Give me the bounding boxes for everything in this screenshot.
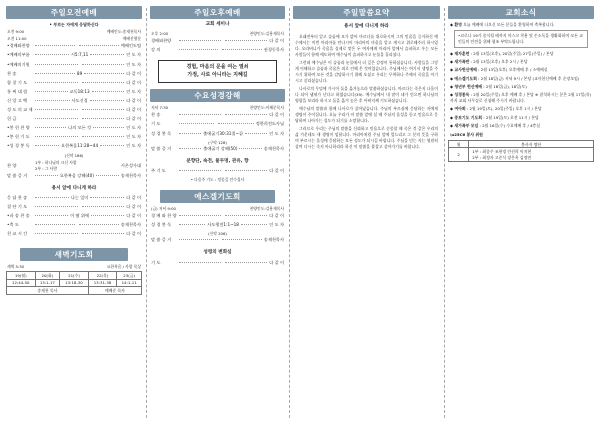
news-item: ◆ 새가족부 모임 : 2월 16일(수) 수요예배 후 / 4층실 — [450, 122, 541, 128]
table-cell: 13:1-17 — [35, 279, 60, 286]
church-news-column — [448, 6, 594, 420]
dawn-schedule-table — [6, 271, 142, 294]
table-row: 2 1부 : 최종주 조현정 안선희 이지현 2부 : 최정자 고준식 장은옥 김정연 — [449, 148, 594, 162]
wednesday-order-3 — [150, 168, 285, 177]
sermon-paragraph: 나사로의 무덤에 가시어 돌을 옮겨놓으라 말씀하셨습니다. 마르다는 죽은지 나흘이나 되어 냄새가 난다고 하였습니다(39). 예수님께서 내 말이 네가 믿으면 하나님의 영광을 보리라 하시고 돌을 옮겨 놓은 후 아버지께 기도하셨습니다. — [295, 85, 438, 104]
sunday-morning-column — [6, 6, 142, 420]
news-item: ◆ 제자훈련 : 2월 13일(오후), 20일(주일) 27일(주일) / 본당 — [450, 50, 554, 56]
meta-line: 오전 11:00 예배진행분 — [7, 36, 141, 42]
table-cell: 20(화) — [35, 272, 60, 279]
sermon-title: 용서 앞에 다니게 하라 — [51, 185, 97, 191]
sunday-afternoon-header: 주일오후예배 — [150, 6, 285, 19]
sermon-paragraph: 그런데 예수님은 이 슬픔과 눈물에서 더 깊은 감정이 통하셨습니다. 사람들을 그렇게 이해하고 슬픔과 죽음은 죄로 인해 온 것이었습니다. 주님께서는 여기서 생명을 주시기 위하여 모든 것을 감당하시기 위해 오셨고 우리는 무력하나 주께서 죽음을 이기시고 살리셨습니다. — [295, 60, 438, 84]
news-item: ◆ 환영 오늘 예배에 나오신 모든 분들을 환영하며 축복합니다. — [450, 22, 555, 27]
list-item: 기 도 정한희전도사님 — [151, 121, 285, 127]
church-news-header: 교회소식 — [448, 6, 594, 19]
meta-line: 오전 9:00 예배인도:송재천목사 — [7, 29, 141, 35]
table-cell: 23(금) — [117, 272, 142, 279]
news-item: ◆ 성경통독 : 2월 20일(주일) 오후 예배 후 / 본당 ※ 참석하시는 분은 2월 17일(목)까지 교회 사무실로 신청해 주시기 바랍니다. — [450, 92, 592, 104]
list-item: 통 써 대 림 교독18:13 인 도 자 — [7, 88, 142, 94]
meta-line: (금) 저녁 9:00 찬양인도:김용재목사 — [151, 206, 284, 212]
column-divider — [289, 8, 290, 418]
list-item: 기 도 다 같 이 — [151, 259, 284, 265]
table-row: 송재천 목사 예배준 목사 — [7, 287, 142, 294]
roster-table — [448, 140, 594, 162]
list-item: •축 도 송재천목사 — [7, 222, 142, 228]
table-cell: 13:31-38 — [88, 279, 117, 286]
list-item: 경배와찬양 다 같 이 — [151, 38, 284, 44]
seminar-box: 경험, 마음의 문을 여는 열쇠 가정, 사로 아니라는 지혜길 — [158, 60, 277, 83]
subtitle: • 부르는 자에게 응답하신다 — [49, 22, 99, 27]
column-divider — [146, 8, 147, 418]
wednesday-order — [150, 112, 285, 139]
news-item: •코로나 19가 종식될 때까지 마스크 착용 및 손소독을 생활화하며 모든 교인들의 안전을 위해 협조 부탁드립니다. — [454, 30, 588, 48]
list-item: 성 경 봉 독 사도행전1:1~18 인 도 자 — [151, 222, 285, 228]
list-item: 성 도 의 교 제 다 같 이 — [7, 107, 141, 113]
list-item: •경배와찬양 예배인도팀 — [7, 43, 142, 49]
list-item: •예배의기원 인 도 자 — [7, 61, 141, 67]
dawn-prayer-header: 새벽기도회 — [20, 248, 128, 261]
news-item: ◆ 중보기도 기도회 : 2월 19일(토) 오전 11시 / 본당 — [450, 114, 539, 120]
list-item: 주 기 도 다 같 이 — [151, 167, 284, 173]
list-item: 응 답 찬 송 나는 일미 다 같 이 — [7, 194, 142, 200]
list-item: 헌 금 다 같 이 — [7, 116, 141, 122]
list-item: 친 교 시 간 다 같 이 — [7, 231, 141, 237]
table-cell: 14:1-11 — [117, 279, 142, 286]
column-divider — [444, 8, 445, 418]
news-item: ◆ 여아회 : 2월 19일(토), 20일(주일) 오후 1시 / 본당 — [450, 106, 542, 112]
sermon-paragraph: 그러므로 우리는 주님의 말씀을 신뢰하고 믿음으로 순종할 때 죽은 것 같은 우리의 삶 가운데도 새 생명이 임합니다. 마리아처럼 주님 앞에 엎드리고 그 분의 뜻을 구하며 부르시는 음성에 응답하는 모든 성도가 되시길 바랍니다. 주님을 믿는 자는 영원히 살며 다시는 죽지 아니하리라 하신 이 말씀을 붙잡고 살아가기를 바랍니다. — [295, 125, 438, 149]
table-row — [7, 272, 142, 279]
list-item: 결 단 기 도 다 같 이 — [7, 203, 141, 209]
sermon-summary-title: 용서 앞에 다니게 하라 — [344, 24, 389, 29]
afternoon-order — [150, 38, 285, 56]
sermon-row: 말 씀 증 거 요한복음 강해(40) 송재천목사 — [7, 172, 141, 178]
list-item: 강 의 권경동목사 — [151, 47, 285, 53]
scripture-note: (구약 128) — [208, 139, 227, 145]
list-item: 말 씀 증 거 출애굽기 강해(50) 송재천목사 — [151, 145, 284, 151]
sermon-paragraph: 예수님의 말씀과 함께 나사로가 살아났습니다. 주님의 부르심에 응답하는 자에게 생명이 주어집니다. 오늘 우리가 이 말씀 앞에 설 때 주님의 음성을 듣고 믿음으로 응답하여 나아가는 성도가 되기를 소망합니다. — [295, 105, 438, 123]
table-cell: 21(수) — [60, 272, 89, 279]
sermon-summary-body — [293, 34, 440, 150]
sermon-paragraph: 오래전부터 알고 슬픔에 모가 밝아 마르다를 위로하시며 그의 믿음을 증거하신 예수께서는 이번 마리아를 만나시어 마리아의 마음을 알고 계시고 위로해주러 하시었다. 오라버니가 죽음을 실제로 맞은 두 여자에게 마리아 앞에서 슬퍼하고 우는 모든 사람들이 함께 애도하여 예수님이 슬퍼하시고 눈물을 흘리셨다. — [295, 34, 438, 58]
sermon-summary-header: 주일말씀요약 — [293, 6, 440, 19]
meta-line: 저녁 7:30 찬양인도:이해준목사 — [151, 105, 284, 111]
table-cell: 19(월) — [7, 272, 36, 279]
list-item: 합 창 기 도 다 같 이 — [7, 79, 141, 85]
sermon-summary-column — [293, 6, 440, 420]
meta-line: 오후 2:00 찬양인도:김용재목사 — [151, 31, 284, 37]
sunday-morning-header: 주일오전예배 — [6, 6, 142, 19]
news-list — [448, 22, 594, 129]
choir-row: 찬 양 1부 : 하나님의 크신 사랑 2부 : 그 사람 시온성가대 — [7, 160, 141, 171]
news-item: ◆ 에스겔기도회 : 2월 18일(금) 저녁 9시 / 본당 (교사헌신예배 후 순장모임) — [450, 75, 580, 81]
list-item: •봉 헌 찬 양 나의 모든 것 인 도 자 — [7, 125, 142, 131]
friday-order-3 — [150, 260, 285, 269]
wednesday-sermon-title: 분향단, 속전, 물두멍, 관유, 향 — [186, 158, 249, 164]
list-item: •봉 헌 기 도 인 도 자 — [7, 134, 141, 140]
friday-header: 에스겔기도회 — [160, 190, 275, 203]
list-item: •성 경 봉 독 요한복음11:28~44 인 도 자 — [7, 143, 141, 149]
table-cell: 22(목) — [88, 272, 117, 279]
list-item: 성 경 봉 독 출애굽기30:31절~끝 인 도 자 — [151, 130, 285, 136]
next-week-prayer: • 다음주 기도 : 정종길 안수집사 — [190, 177, 245, 183]
list-item: 말 씀 증 거 송재천목사 — [151, 237, 285, 243]
seminar-title: 교회 세미나 — [205, 22, 230, 27]
list-item: 경 배 와 찬 양 다 같 이 — [151, 213, 284, 219]
table-row — [7, 279, 142, 286]
order-of-worship — [6, 43, 142, 152]
friday-sermon-title: 성령의 변화심 — [203, 250, 232, 256]
news-item: ◆ 교사헌신예배 : 2월 13일(오후) 오후예배 후 / 소예배실 — [450, 67, 548, 73]
dawn-meta: 새벽 5:30 요한복음 / 사랑 목상 — [7, 264, 141, 270]
list-item: 찬 송 다 같 이 — [151, 112, 284, 118]
table-row: 월 봉사자 명단 — [449, 140, 594, 147]
news-item: ◆ 새가족반 : 2월 13일(오후) 오후 2시 / 본당 — [450, 59, 528, 65]
list-item: •예배의부름 시5:7,11 인 도 자 — [7, 52, 142, 58]
scripture-note: (신약 206) — [208, 231, 227, 237]
news-item: ◆ 청년부 헌신예배 : 2월 18일(금), 18일(토) — [450, 83, 527, 89]
friday-order — [150, 213, 285, 231]
wednesday-header: 수요성경강해 — [150, 89, 285, 102]
list-item: 신 앙 고 백 사도신경 다 같 이 — [7, 97, 141, 103]
order-of-worship-2 — [6, 195, 142, 240]
friday-order-2 — [150, 237, 285, 246]
list-item: •파 송 찬 송 이 땀 위에 다 같 이 — [7, 212, 141, 218]
wednesday-order-2 — [150, 146, 285, 155]
list-item: 찬 송 89 다 같 이 — [7, 70, 141, 76]
table-cell: 12:44-50 — [7, 279, 36, 286]
scripture-note: (신약 186) — [64, 152, 84, 158]
roster-label: \u25C6 봉사 위원 — [450, 131, 483, 137]
table-cell: 13:18-30 — [60, 279, 89, 286]
sunday-afternoon-column — [150, 6, 285, 420]
